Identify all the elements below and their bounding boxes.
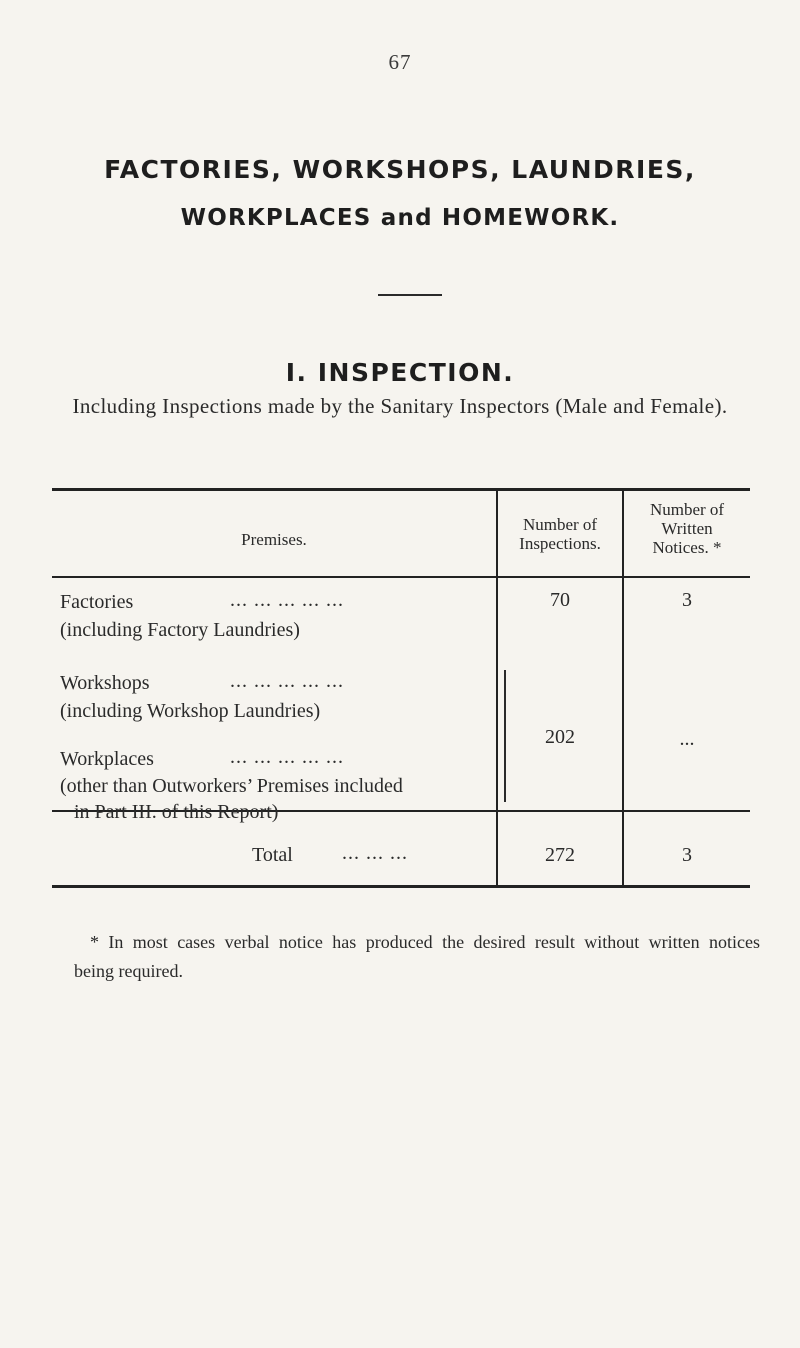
total-notices-value: 3 [682, 844, 692, 866]
header-inspections-line2: Inspections. [519, 534, 601, 553]
row-dots-workplaces: ... ... ... ... ... [230, 746, 344, 768]
header-notices-line2: Written [661, 519, 713, 538]
row-sub-workshops: (including Workshop Laundries) [60, 700, 321, 722]
row-label-factories-text: Factories [60, 591, 134, 613]
total-label-text: Total [252, 844, 293, 866]
header-inspections [496, 515, 624, 553]
footnote [74, 928, 760, 986]
header-premises: Premises. [241, 530, 307, 549]
page-number: 67 [388, 50, 412, 74]
row-sub2-workplaces: in Part III. of this Report) [74, 801, 279, 823]
header-rule [52, 576, 750, 578]
header-inspections-line1: Number of [522, 515, 598, 534]
row-sub-workplaces: (other than Outworkers’ Premises included [60, 775, 403, 797]
header-notices-line1: Number of [649, 500, 725, 519]
row-label-workplaces: Workplaces [60, 748, 154, 770]
table-top-rule [52, 488, 750, 491]
header-notices [624, 500, 750, 557]
factories-inspections-value: 70 [550, 589, 570, 611]
workshops-workplaces-inspections-value: 202 [545, 726, 575, 748]
total-label [252, 844, 293, 866]
factories-notices-value: 3 [682, 589, 692, 611]
section-heading: I. INSPECTION. [285, 358, 515, 387]
footnote-line-1: * In most cases verbal notice has produced the desired result without written notices [90, 932, 760, 952]
table-bottom-rule [52, 885, 750, 888]
title-line-2: WORKPLACES and HOMEWORK. [180, 205, 620, 231]
row-label-workshops: Workshops [60, 672, 150, 694]
total-dots: ... ... ... [342, 842, 408, 864]
header-notices-line3: Notices. * [652, 538, 722, 557]
row-dots-workshops: ... ... ... ... ... [230, 670, 344, 692]
row-dots-factories: ... ... ... ... ... [230, 589, 344, 611]
total-inspections-value: 272 [545, 844, 575, 866]
title-line-1: FACTORIES, WORKSHOPS, LAUNDRIES, [104, 155, 696, 184]
row-sub-factories: (including Factory Laundries) [60, 619, 300, 641]
workshops-workplaces-notices-value: ... [679, 728, 695, 750]
footnote-line-2: being required. [74, 961, 183, 981]
subtitle: Including Inspections made by the Sanitary Inspectors (Male and Female). [72, 394, 728, 418]
inspection-table [52, 488, 750, 888]
divider-rule [378, 294, 442, 296]
row-label-factories [60, 591, 133, 613]
